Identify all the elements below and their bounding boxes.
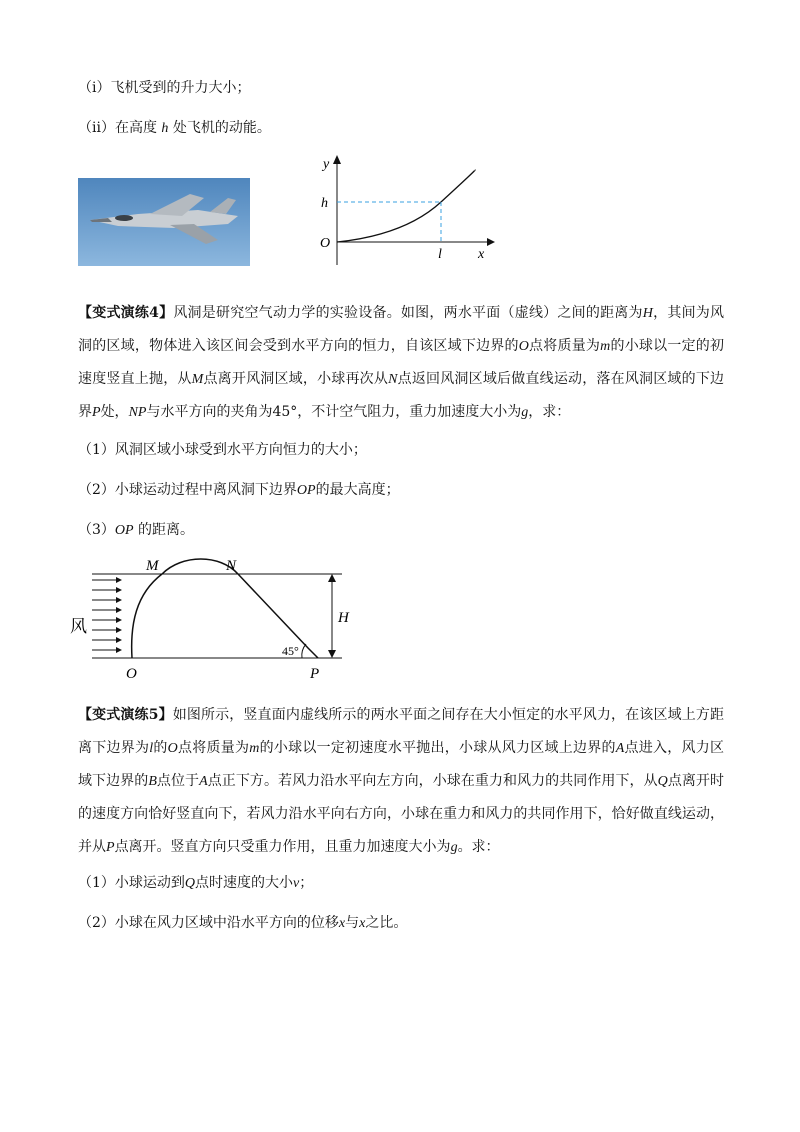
ex4-var: g (521, 405, 529, 420)
h-arrow-down-icon (328, 650, 336, 658)
ex4-text: 的小球以一定的初速度竖直上抛，从 (78, 338, 725, 387)
ex5-var: m (249, 741, 260, 756)
label-o: O (126, 666, 137, 682)
ex4-text: 处， (100, 404, 129, 420)
exercise-4 (78, 297, 724, 429)
ex4-text: 与水平方向的夹角为45°，不计空气阻力，重力加速度大小为 (146, 404, 522, 420)
part-ii-var: h (161, 121, 169, 136)
label-o: O (320, 236, 331, 251)
ex5-text: 点进入，风力区域下边界的 (78, 740, 725, 789)
ex4-q2-text: 的最大高度； (315, 482, 400, 498)
label-y: y (323, 157, 330, 172)
ex4-text: ，求： (528, 404, 571, 420)
ex5-q2-text: （2）小球在风力区域中沿水平方向的位移 (78, 915, 339, 931)
ex5-text: 的 (153, 740, 168, 756)
label-x: x (478, 247, 485, 262)
ex4-text: 点返回风洞区域后做直线运动，落在风洞区域的下边界 (78, 371, 725, 420)
ex5-var: A (199, 774, 208, 789)
ex4-text: 风洞是研究空气动力学的实验设备。如图，两水平面（虚线）之间的距离为 (173, 305, 643, 321)
label-l: l (438, 247, 442, 262)
wind-tunnel-figure (70, 552, 370, 682)
ex4-var: M (191, 372, 204, 387)
ex5-var: P (106, 840, 115, 855)
ex4-var: H (642, 306, 653, 321)
ex5-var: g (450, 840, 458, 855)
ex4-var: NP (128, 405, 147, 420)
ex4-q3-text: （3） (78, 522, 115, 538)
label-m: M (146, 558, 159, 574)
ex5-q2-var: x (359, 916, 366, 931)
ex5-text: 如图所示，竖直面内虚线所示的两水平面之间存在大小恒定的水平风力，在该区域上方距离下边界为 (78, 707, 724, 756)
ex5-q1-text: 点时速度的大小 (195, 875, 294, 891)
ex5-q1-text: （1）小球运动到 (78, 875, 185, 891)
graph-y-x (315, 150, 500, 265)
ex5-var: l (149, 741, 154, 756)
part-ii (78, 118, 271, 139)
ex5-text: 点将质量为 (177, 740, 250, 756)
part-i: （i）飞机受到的升力大小； (78, 80, 251, 96)
ex4-q2-var: OP (296, 483, 316, 498)
ex4-q3-var: OP (114, 523, 134, 538)
y-arrow-icon (333, 155, 341, 164)
ex5-text: 点正下方。若风力沿水平向左方向，小球在重力和风力的共同作用下，从 (207, 773, 658, 789)
ex5-text: 点离开。竖直方向只受重力作用，且重力加速度大小为 (114, 839, 451, 855)
label-wind: 风 (70, 617, 87, 636)
ex5-var: A (615, 741, 625, 756)
ex5-var: Q (657, 774, 668, 789)
ex5-q2-text: 与 (345, 915, 360, 931)
part-ii-post: 处飞机的动能。 (168, 120, 271, 136)
ex5-label: 【变式演练5】 (78, 707, 173, 723)
ex5-q1 (78, 873, 313, 894)
ex4-q2-text: （2）小球运动过程中离风洞下边界 (78, 482, 297, 498)
ex4-q2 (78, 480, 400, 501)
ex4-var: m (600, 339, 611, 354)
ex5-var: B (148, 774, 157, 789)
ex4-q3 (78, 520, 194, 541)
ex5-q2-text: 之比。 (365, 915, 408, 931)
label-h: h (321, 196, 328, 211)
h-arrow-up-icon (328, 574, 336, 582)
ex4-text: 点离开风洞区域，小球再次从 (203, 371, 389, 387)
label-p: P (310, 666, 320, 682)
x-arrow-icon (487, 238, 495, 246)
ex5-text: 。求： (457, 839, 500, 855)
part-ii-pre: （ii）在高度 (78, 120, 162, 136)
ex4-q3-text: 的距离。 (133, 522, 195, 538)
ex5-q1-var: v (293, 876, 300, 891)
ex5-text: 点位于 (156, 773, 200, 789)
ex4-text: ，其间为风洞的区域，物体进入该区间会受到水平方向的恒力，自该区域下边界的 (78, 305, 725, 354)
curve (337, 170, 475, 242)
ex5-var: O (167, 741, 178, 756)
ex4-q1: （1）风洞区域小球受到水平方向恒力的大小； (78, 442, 367, 458)
label-h: H (338, 610, 349, 626)
ex5-q2 (78, 913, 407, 934)
wind-arrows-icon (92, 577, 122, 653)
ex4-label: 【变式演练4】 (78, 305, 174, 321)
ex4-text: 点将质量为 (528, 338, 601, 354)
ex5-text: 的小球以一定初速度水平抛出，小球从风力区域上边界的 (259, 740, 616, 756)
ex5-text: 点离开时的速度方向恰好竖直向下，若风力沿水平向右方向，小球在重力和风力的共同作用下，恰好做直线运动，并从 (78, 773, 725, 855)
label-angle: 45° (282, 644, 299, 658)
exercise-5 (78, 699, 724, 864)
ex5-q1-var: Q (184, 876, 196, 891)
ex5-q2-var: x (338, 916, 346, 931)
ex4-var: O (518, 339, 529, 354)
label-n: N (226, 558, 237, 574)
ex5-q1-text: ； (299, 875, 314, 891)
ex4-var: N (388, 372, 398, 387)
ex4-var: P (92, 405, 101, 420)
jet-photo (78, 178, 250, 266)
